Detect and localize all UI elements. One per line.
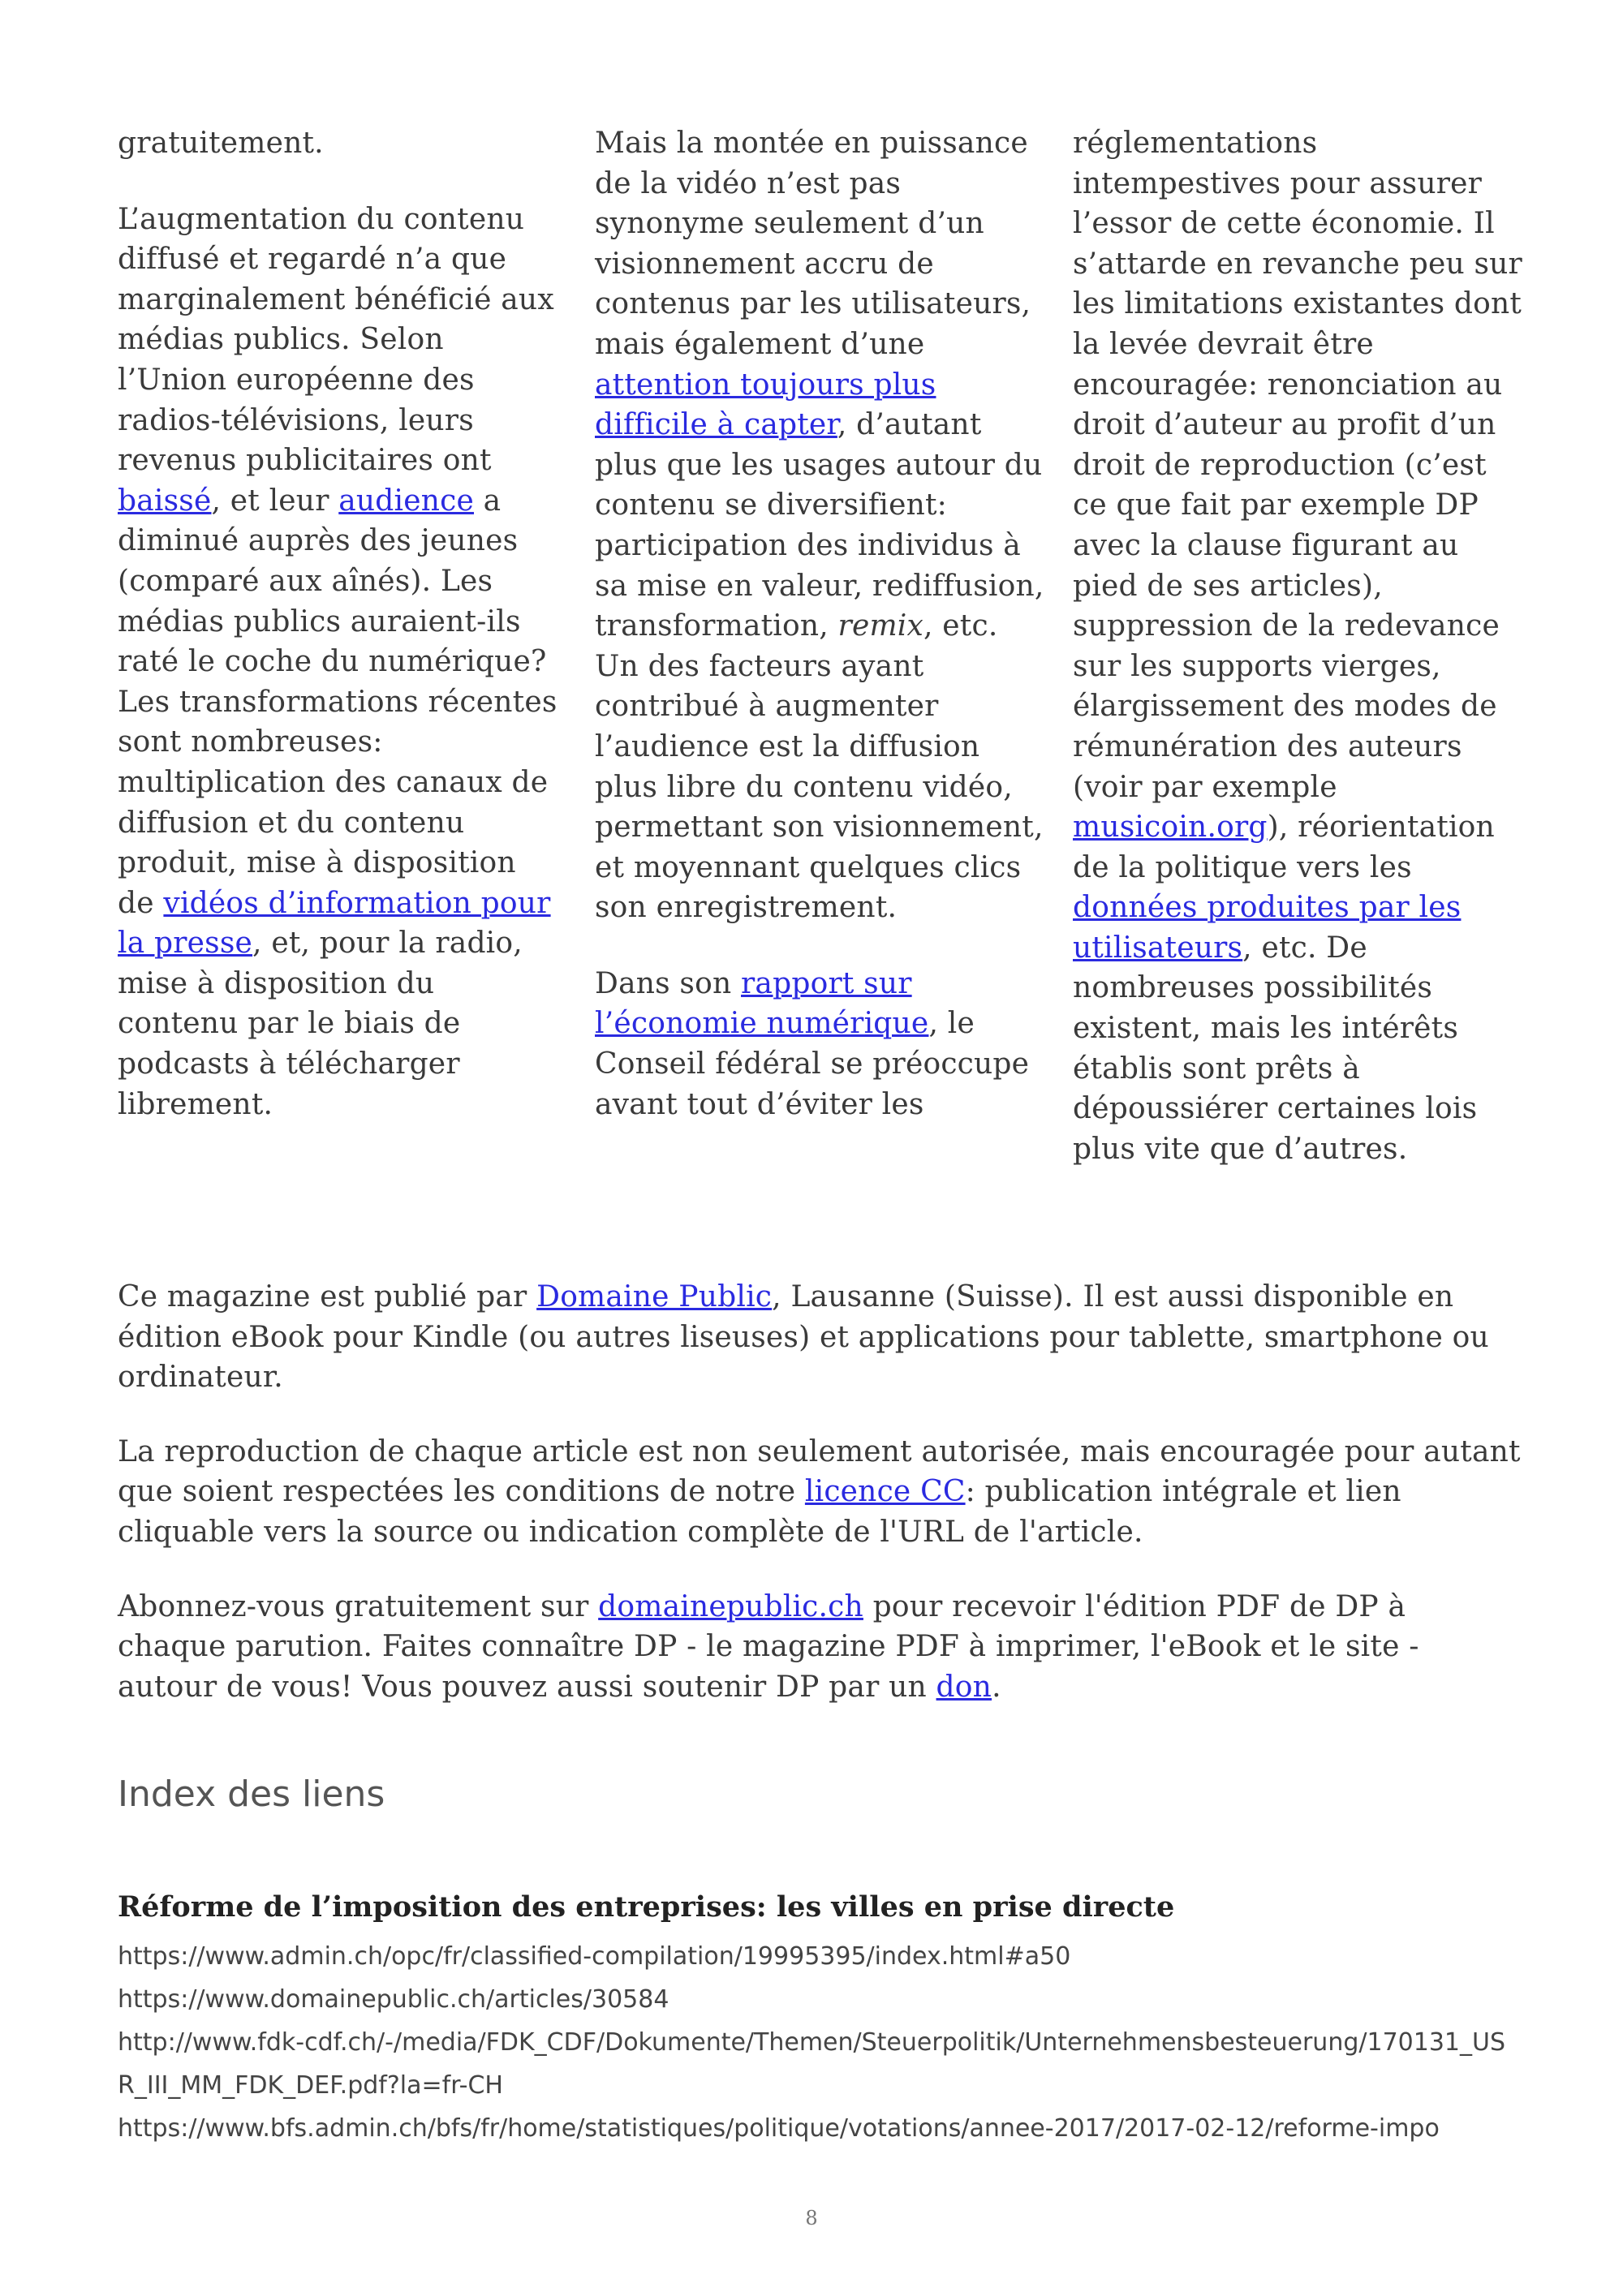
article-column-1 <box>118 123 560 1160</box>
link-donnees-utilisateurs[interactable]: données produites par les utilisateurs <box>1073 891 1462 965</box>
index-url[interactable]: https://www.admin.ch/opc/fr/classified-compilation/19995395/index.html#a50 <box>118 1942 1071 1971</box>
paragraph: Dans son rapport sur l’économie numérique, le Conseil fédéral se préoccupe avant tout d’éviter les <box>595 966 1030 1121</box>
page-number: 8 <box>805 2207 818 2229</box>
link-attention[interactable]: attention toujours plus difficile à capter <box>595 368 936 442</box>
link-index <box>118 1890 1522 2150</box>
link-domaine-public[interactable]: Domaine Public <box>536 1280 773 1314</box>
footer-paragraph: Abonnez-vous gratuitement sur domainepublic.ch pour recevoir l'édition PDF de DP à chaque parution. Faites connaître DP - le magazine PDF à imprimer, l'eBook et le site - autour de vous! Vous pouvez aussi soutenir DP par un don. <box>118 1589 1419 1704</box>
footer-paragraph: La reproduction de chaque article est non seulement autorisée, mais encouragée pour autant que soient respectées les conditions de notre licence CC: publication intégrale et lien cliquable vers la source ou indication complète de l'URL de l'article. <box>118 1434 1521 1549</box>
link-videos-information[interactable]: vidéos d’information pour la presse <box>118 886 551 961</box>
link-baisse[interactable]: baissé <box>118 484 212 518</box>
paragraph: Mais la montée en puissance de la vidéo n’est pas synonyme seulement d’un visionnement accru de contenus par les utilisateurs, mais également d’une attention toujours plus difficile à capter, d’autant plus que les usages autour du contenu se diversifient: participation des individus à sa mise en valeur, rediffusion, transformation, remix, etc. Un des facteurs ayant contribué à augmenter l’audience est la diffusion plus libre du contenu vidéo, permettant son visionnement, et moyennant quelques clics son enregistrement. <box>595 127 1044 925</box>
link-musicoin[interactable]: musicoin.org <box>1073 810 1268 845</box>
paragraph: gratuitement. <box>118 127 324 160</box>
index-url[interactable]: https://www.bfs.admin.ch/bfs/fr/home/statistiques/politique/votations/annee-2017/2017-02-12/reforme-impo <box>118 2114 1440 2143</box>
paragraph: réglementations intempestives pour assurer l’essor de cette économie. Il s’attarde en revanche peu sur les limitations existantes dont la levée devrait être encouragée: renonciation au droit d’auteur au profit d’un droit de reproduction (c’est ce que fait par exemple DP avec la clause figurant au pied de ses articles), suppression de la redevance sur les supports vierges, élargissement des modes de rémunération des auteurs (voir par exemple musicoin.org), réorientation de la politique vers les données produites par les utilisateurs, etc. De nombreuses possibilités existent, mais les intérêts établis sont prêts à dépoussiérer certaines lois plus vite que d’autres. <box>1073 127 1522 1166</box>
link-rapport-economie[interactable]: rapport sur l’économie numérique <box>595 966 929 1041</box>
article-column-3 <box>1073 123 1527 1205</box>
publication-footer <box>118 1277 1522 1741</box>
index-article-title: Réforme de l’imposition des entreprises: les villes en prise directe <box>118 1890 1175 1924</box>
link-domainepublic-ch[interactable]: domainepublic.ch <box>598 1589 863 1623</box>
footer-paragraph: Ce magazine est publié par Domaine Public, Lausanne (Suisse). Il est aussi disponible en édition eBook pour Kindle (ou autres liseuses) et applications pour tablette, smartphone ou ordinateur. <box>118 1280 1489 1395</box>
link-don[interactable]: don <box>936 1670 992 1704</box>
index-url[interactable]: https://www.domainepublic.ch/articles/30584 <box>118 1985 669 2014</box>
paragraph: L’augmentation du contenu diffusé et regardé n’a que marginalement bénéficié aux médias publics. Selon l’Union européenne des radios-télévisions, leurs revenus publicitaires ont baissé, et leur audience a diminué auprès des jeunes (comparé aux aînés). Les médias publics auraient-ils raté le coche du numérique? Les transformations récentes sont nombreuses: multiplication des canaux de diffusion et du contenu produit, mise à disposition de vidéos d’information pour la presse, et, pour la radio, mise à disposition du contenu par le biais de podcasts à télécharger librement. <box>118 202 558 1121</box>
link-licence-cc[interactable]: licence CC <box>804 1475 966 1509</box>
link-audience[interactable]: audience <box>338 484 475 518</box>
index-url[interactable]: http://www.fdk-cdf.ch/-/media/FDK_CDF/Dokumente/Themen/Steuerpolitik/Unternehmensbesteuerung/170131_USR_III_MM_FDK_DEF.pdf?la=fr-CH <box>118 2028 1505 2100</box>
article-column-2 <box>595 123 1049 1160</box>
index-heading: Index des liens <box>118 1774 385 1815</box>
